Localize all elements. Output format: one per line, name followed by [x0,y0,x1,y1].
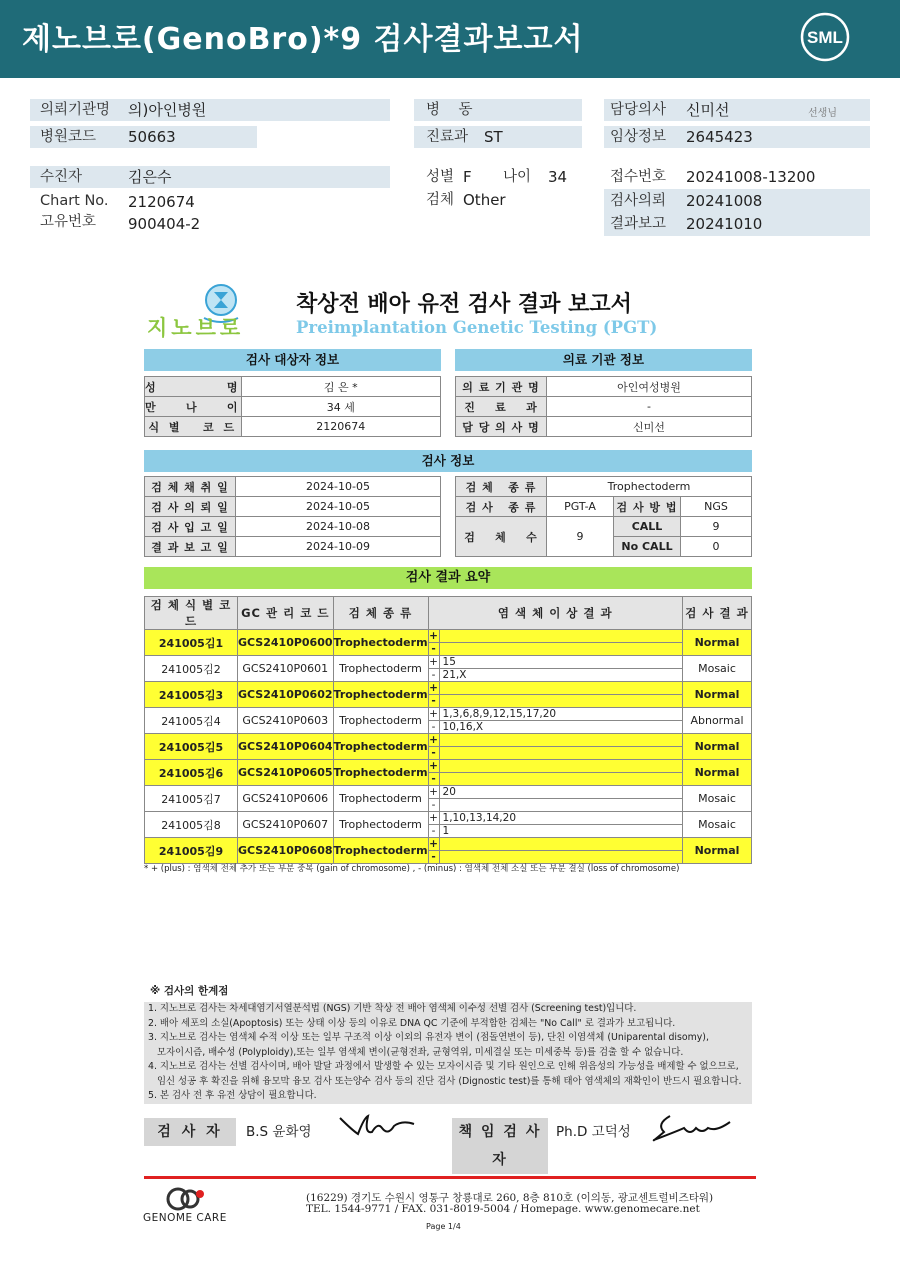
company-name: GENOME CARE [143,1212,227,1224]
received-date-label: 검 사 입 고 일 [145,517,236,537]
id-value: 900404-2 [128,215,201,233]
loss-value [440,799,443,811]
responsible-signature-icon [650,1110,734,1146]
reported-value: 20241010 [686,215,763,233]
collected-date-value: 2024-10-05 [236,477,441,497]
subject-name-value: 김 은 * [241,377,440,397]
specimen-type: Trophectoderm [333,786,428,812]
call-value: 9 [681,517,752,537]
patient-value: 김은수 [128,168,172,186]
loss-value: 1 [442,825,450,837]
requested-label: 검사의뢰 [610,193,667,209]
chromosome-result [428,708,682,734]
doctor-label: 담당의사 [610,102,667,118]
company-address: (16229) 경기도 수원시 영통구 창룡대로 260, 8층 810호 (이의동, 광교센트럴비즈타워) [306,1192,714,1204]
table-row [145,734,752,760]
patient-label: 수진자 [40,169,83,185]
sample-id: 241005김1 [145,630,238,656]
chart-label: Chart No. [40,193,109,209]
age-value: 34 [548,168,568,186]
method-label: 검 사 방 법 [614,497,681,517]
summary-footnote: * + (plus) : 염색체 전체 추가 또는 부분 중복 (gain of chromosome) , - (minus) : 염색체 전체 소실 또는 부분 결실 (loss of chromosome) [144,864,680,874]
sample-id: 241005김9 [145,838,238,864]
genomecare-logo-icon [164,1186,206,1212]
sample-id: 241005김3 [145,682,238,708]
minus-sign: - [429,773,440,785]
sample-id: 241005김2 [145,656,238,682]
hospital-label: 의뢰기관명 [40,102,111,118]
plus-sign: + [429,630,438,642]
specimen-label: 검체 [426,192,455,208]
sml-logo-icon [800,12,850,62]
clinical-label: 임상정보 [610,129,667,145]
requested-date-label: 검 사 의 뢰 일 [145,497,236,517]
receipt-label: 접수번호 [610,169,667,185]
company-contact: TEL. 1544-9771 / FAX. 031-8019-5004 / Homepage. www.genomecare.net [306,1203,700,1215]
specimen-type: Trophectoderm [333,760,428,786]
table-row [145,760,752,786]
specimen-type: Trophectoderm [333,656,428,682]
plus-sign: + [429,838,438,850]
minus-sign: - [429,825,440,837]
minus-sign: - [429,695,440,707]
chromosome-result [428,786,682,812]
gc-code: GCS2410P0605 [238,760,334,786]
requested-value: 20241008 [686,192,763,210]
specimen-type: Trophectoderm [333,630,428,656]
loss-value [440,695,443,707]
gain-value [440,682,443,694]
minus-sign: - [429,747,440,759]
plus-sign: + [429,812,438,824]
institution-dept-label: 진 료 과 [456,397,547,417]
gc-code: GCS2410P0601 [238,656,334,682]
gain-value [440,734,443,746]
table-row [145,838,752,864]
chromosome-result [428,760,682,786]
institution-table [455,376,752,437]
nocall-label: No CALL [614,537,681,557]
count-label: 검 체 수 [456,517,547,557]
responsible-name: Ph.D 고덕성 [556,1124,631,1140]
subject-age-value: 34 세 [241,397,440,417]
minus-sign: - [429,799,440,811]
sex-value: F [463,168,472,186]
ward-label: 병 동 [426,102,473,118]
sample-id: 241005김5 [145,734,238,760]
col-specimen-type: 검 체 종 류 [333,597,428,630]
report-title: 착상전 배아 유전 검사 결과 보고서 [296,292,632,317]
plus-sign: + [429,708,438,720]
chromosome-result [428,812,682,838]
count-value: 9 [547,517,614,557]
sample-id: 241005김7 [145,786,238,812]
received-date-value: 2024-10-08 [236,517,441,537]
test-result: Normal [683,630,752,656]
doctor-suffix: 선생님 [808,108,837,119]
loss-value [440,643,443,655]
minus-sign: - [429,721,440,733]
specimen-type-value: Trophectoderm [547,477,752,497]
header-bar [0,0,900,78]
plus-sign: + [429,760,438,772]
chromosome-result [428,838,682,864]
test-result: Normal [683,682,752,708]
test-dates-table [144,476,441,557]
receipt-value: 20241008-13200 [686,168,816,186]
doctor-value: 신미선 [686,101,730,119]
loss-value: 10,16,X [442,721,484,733]
specimen-type: Trophectoderm [333,682,428,708]
loss-value: 21,X [442,669,467,681]
tester-signature-icon [338,1110,418,1146]
plus-sign: + [429,786,438,798]
test-result: Abnormal [683,708,752,734]
id-label: 고유번호 [40,214,97,230]
subject-code-label: 식 별 코 드 [145,417,242,437]
tester-label: 검 사 자 [144,1118,236,1146]
gc-code: GCS2410P0606 [238,786,334,812]
test-type-label: 검 사 종 류 [456,497,547,517]
specimen-type: Trophectoderm [333,734,428,760]
test-result: Mosaic [683,786,752,812]
age-label: 나이 [503,169,532,185]
chart-value: 2120674 [128,193,195,211]
subject-name-label: 성 명 [145,377,242,397]
responsible-label: 책 임 검 사 자 [452,1118,548,1174]
hospital-value: 의)아인병원 [128,101,207,119]
table-row [145,656,752,682]
footer-divider [144,1176,756,1179]
test-detail-table [455,476,752,557]
test-type-value: PGT-A [547,497,614,517]
subject-age-label: 만 나 이 [145,397,242,417]
specimen-type: Trophectoderm [333,708,428,734]
specimen-type: Trophectoderm [333,812,428,838]
table-row [145,682,752,708]
col-sample-id: 검 체 식 별 코 드 [145,597,238,630]
report-subtitle: Preimplantation Genetic Testing (PGT) [296,318,658,337]
limitations-heading: ※ 검사의 한계점 [150,985,229,997]
hospital-code-value: 50663 [128,128,176,146]
plus-sign: + [429,656,438,668]
institution-doctor-label: 담 당 의 사 명 [456,417,547,437]
svg-text:SML: SML [807,28,843,47]
col-gc-code: GC 관 리 코 드 [238,597,334,630]
limitation-item: 5. 본 검사 전 후 유전 상담이 필요합니다. [148,1090,317,1101]
table-row [145,786,752,812]
test-result: Normal [683,734,752,760]
loss-value [440,747,443,759]
reported-label: 결과보고 [610,216,667,232]
limitation-item: 4. 지노브로 검사는 선별 검사이며, 배아 발달 과정에서 발생할 수 있는 모자이시즘 및 기타 원인으로 인해 위음성의 가능성을 배제할 수 없으므로, [148,1061,739,1072]
collected-date-label: 검 체 채 취 일 [145,477,236,497]
specimen-type-label: 검 체 종 류 [456,477,547,497]
reported-date-label: 결 과 보 고 일 [145,537,236,557]
method-value: NGS [681,497,752,517]
test-result: Normal [683,760,752,786]
subject-table [144,376,441,437]
gain-value: 15 [442,656,456,668]
call-label: CALL [614,517,681,537]
gc-code: GCS2410P0608 [238,838,334,864]
gain-value: 20 [442,786,456,798]
chromosome-result [428,630,682,656]
limitation-item: 3. 지노브로 검사는 염색체 수적 이상 또는 일부 구조적 이상 이외의 유전자 변이 (점돌연변이 등), 단친 이염색체 (Uniparental disomy), [148,1032,709,1043]
institution-heading: 의료 기관 정보 [455,349,752,371]
limitation-item: 2. 배아 세포의 소실(Apoptosis) 또는 상태 이상 등의 이유로 DNA QC 기준에 부적합한 검체는 "No Call" 로 결과가 보고됩니다. [148,1017,676,1029]
gain-value [440,760,443,772]
chromosome-result [428,734,682,760]
limitations-box [144,1002,752,1104]
limitation-item: 임신 성공 후 확진을 위해 융모막 융모 검사 또는양수 검사 등의 진단 검사 (Dignostic test)를 통해 태아 염색체의 재확인이 반드시 필요합니다. [148,1075,742,1087]
col-test-result: 검 사 결 과 [683,597,752,630]
gain-value [440,630,443,642]
limitation-item: 모자이시즘, 배수성 (Polyploidy),또는 일부 염색체 변이(균형전좌, 균형역위, 미세결실 또는 미세중복 등)를 검출 할 수 없습니다. [148,1046,684,1058]
reported-date-value: 2024-10-09 [236,537,441,557]
hospital-code-label: 병원코드 [40,129,97,145]
chromosome-result [428,682,682,708]
nocall-value: 0 [681,537,752,557]
specimen-value: Other [463,191,506,209]
minus-sign: - [429,669,440,681]
test-info-heading: 검사 정보 [144,450,752,472]
gain-value: 1,10,13,14,20 [442,812,517,824]
subject-code-value: 2120674 [241,417,440,437]
genobro-brand: 지노브로 [147,316,245,340]
clinical-value: 2645423 [686,128,753,146]
minus-sign: - [429,643,440,655]
summary-table [144,596,752,864]
plus-sign: + [429,682,438,694]
dept-label: 진료과 [426,129,469,145]
sample-id: 241005김8 [145,812,238,838]
institution-name-value: 아인여성병원 [547,377,752,397]
test-result: Mosaic [683,656,752,682]
gc-code: GCS2410P0600 [238,630,334,656]
subject-heading: 검사 대상자 정보 [144,349,441,371]
sample-id: 241005김6 [145,760,238,786]
dept-value: ST [484,128,503,146]
specimen-type: Trophectoderm [333,838,428,864]
gc-code: GCS2410P0604 [238,734,334,760]
chromosome-result [428,656,682,682]
page-number: Page 1/4 [426,1222,461,1231]
gain-value: 1,3,6,8,9,12,15,17,20 [442,708,557,720]
test-result: Mosaic [683,812,752,838]
tester-name: B.S 윤화영 [246,1124,312,1140]
gain-value [440,838,443,850]
gc-code: GCS2410P0607 [238,812,334,838]
summary-heading: 검사 결과 요약 [144,567,752,589]
limitation-item: 1. 지노브로 검사는 차세대염기서열분석법 (NGS) 기반 착상 전 배아 염색체 이수성 선별 검사 (Screening test)입니다. [148,1003,637,1014]
table-row [145,812,752,838]
institution-name-label: 의 료 기 관 명 [456,377,547,397]
patient-field [30,166,390,188]
institution-doctor-value: 신미선 [547,417,752,437]
sex-label: 성별 [426,169,455,185]
gc-code: GCS2410P0603 [238,708,334,734]
minus-sign: - [429,851,440,863]
page-title: 제노브로(GenoBro)*9 검사결과보고서 [22,22,584,57]
gc-code: GCS2410P0602 [238,682,334,708]
col-chromosome-result: 염 색 체 이 상 결 과 [428,597,682,630]
plus-sign: + [429,734,438,746]
institution-dept-value: - [547,397,752,417]
loss-value [440,773,443,785]
sample-id: 241005김4 [145,708,238,734]
test-result: Normal [683,838,752,864]
table-row [145,630,752,656]
table-row [145,708,752,734]
requested-date-value: 2024-10-05 [236,497,441,517]
